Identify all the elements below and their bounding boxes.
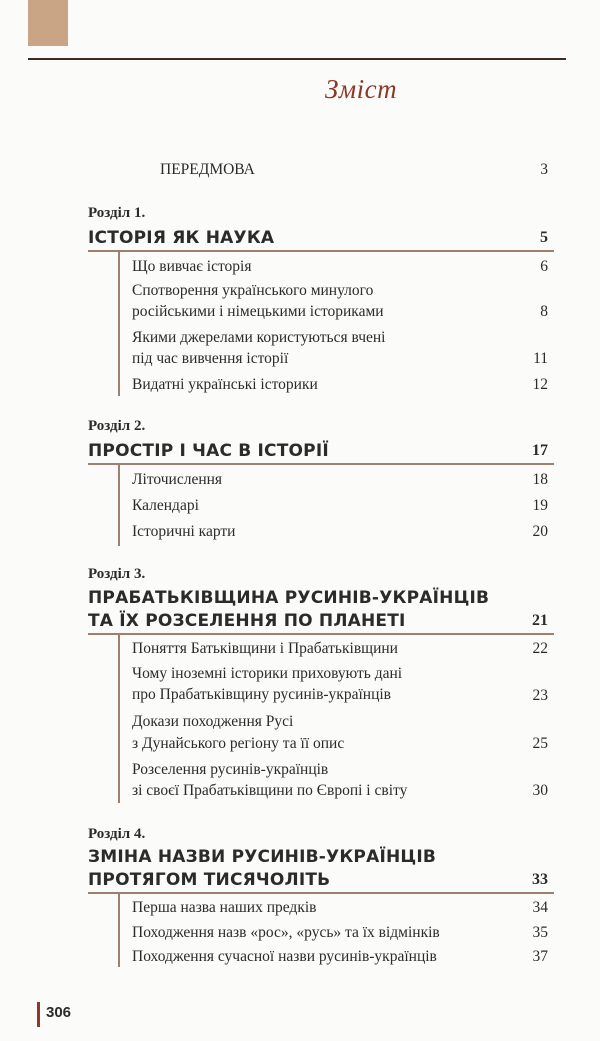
toc-entry: Календарі (132, 497, 199, 514)
toc-entry: Походження сучасної назви русинів-українців (132, 948, 437, 965)
section-3-page: 21 (532, 612, 548, 629)
toc-entry: Чому іноземні історики приховують дані (132, 665, 403, 682)
toc-entry: Докази походження Русі (132, 713, 294, 730)
toc-entry-page: 20 (532, 523, 548, 540)
section-3-label: Розділ 3. (88, 566, 146, 582)
toc-entry: Спотворення українського минулого (132, 282, 374, 299)
toc-entry: Історичні карти (132, 523, 236, 540)
toc-entry: Якими джерелами користуються вчені (132, 329, 386, 346)
corner-color-block (28, 0, 68, 46)
page-number: 306 (46, 1004, 72, 1021)
section-2-indent-rule (118, 463, 120, 546)
toc-entry: Перша назва наших предків (132, 899, 317, 916)
preface-label: ПЕРЕДМОВА (160, 161, 255, 178)
toc-entry-line-2: з Дунайського регіону та її опис (132, 735, 345, 752)
toc-entry: Поняття Батьківщини і Прабатьківщини (132, 640, 398, 657)
section-3-title: ПРАБАТЬКІВЩИНА РУСИНІВ-УКРАЇНЦІВ (88, 588, 490, 608)
section-4-label: Розділ 4. (88, 826, 146, 842)
section-2-rule (88, 463, 554, 465)
section-1-page: 5 (540, 229, 548, 246)
toc-entry-line-2: зі своєї Прабатьківщини по Європі і світу (132, 782, 408, 799)
section-3-rule (88, 633, 554, 635)
section-4-title: ЗМІНА НАЗВИ РУСИНІВ-УКРАЇНЦІВ (88, 847, 437, 867)
toc-entry-page: 8 (540, 303, 548, 320)
toc-entry-page: 30 (532, 782, 548, 799)
toc-entry-page: 12 (532, 376, 548, 393)
toc-entry-page: 37 (532, 948, 548, 965)
section-2-page: 17 (532, 442, 548, 459)
section-4-indent-rule (118, 892, 120, 967)
section-3-indent-rule (118, 633, 120, 803)
toc-entry: Розселення русинів-українців (132, 761, 329, 778)
section-2-label: Розділ 2. (88, 418, 146, 434)
preface-page: 3 (540, 161, 548, 178)
toc-entry-page: 23 (532, 687, 548, 704)
toc-entry-page: 22 (532, 640, 548, 657)
toc-entry-line-2: про Прабатьківщину русинів-українців (132, 686, 391, 703)
section-4-title-line-2: ПРОТЯГОМ ТИСЯЧОЛІТЬ (88, 870, 331, 890)
toc-entry-page: 35 (532, 924, 548, 941)
section-4-page: 33 (532, 871, 548, 888)
page-number-marker (37, 1002, 40, 1027)
section-1-indent-rule (118, 250, 120, 396)
toc-entry: Походження назв «рос», «русь» та їх відмінків (132, 924, 440, 941)
toc-entry-line-2: російськими і німецькими істориками (132, 303, 384, 320)
section-1-title: ІСТОРІЯ ЯК НАУКА (88, 228, 275, 248)
top-rule (28, 58, 566, 60)
section-2-title: ПРОСТІР І ЧАС В ІСТОРІЇ (88, 441, 329, 461)
toc-entry-line-2: під час вивчення історії (132, 350, 289, 367)
toc-entry-page: 25 (532, 735, 548, 752)
toc-entry-page: 11 (533, 350, 548, 367)
toc-entry-page: 18 (532, 471, 548, 488)
toc-entry-page: 34 (532, 899, 548, 916)
toc-entry: Що вивчає історія (132, 258, 252, 275)
toc-entry-page: 6 (540, 258, 548, 275)
toc-entry-page: 19 (532, 497, 548, 514)
toc-entry: Видатні українські історики (132, 376, 318, 393)
section-1-label: Розділ 1. (88, 205, 146, 221)
page-title: Зміст (325, 74, 398, 104)
section-4-rule (88, 892, 554, 894)
section-3-title-line-2: ТА ЇХ РОЗСЕЛЕННЯ ПО ПЛАНЕТІ (88, 611, 406, 631)
toc-entry: Літочислення (132, 471, 223, 488)
section-1-rule (88, 250, 554, 252)
